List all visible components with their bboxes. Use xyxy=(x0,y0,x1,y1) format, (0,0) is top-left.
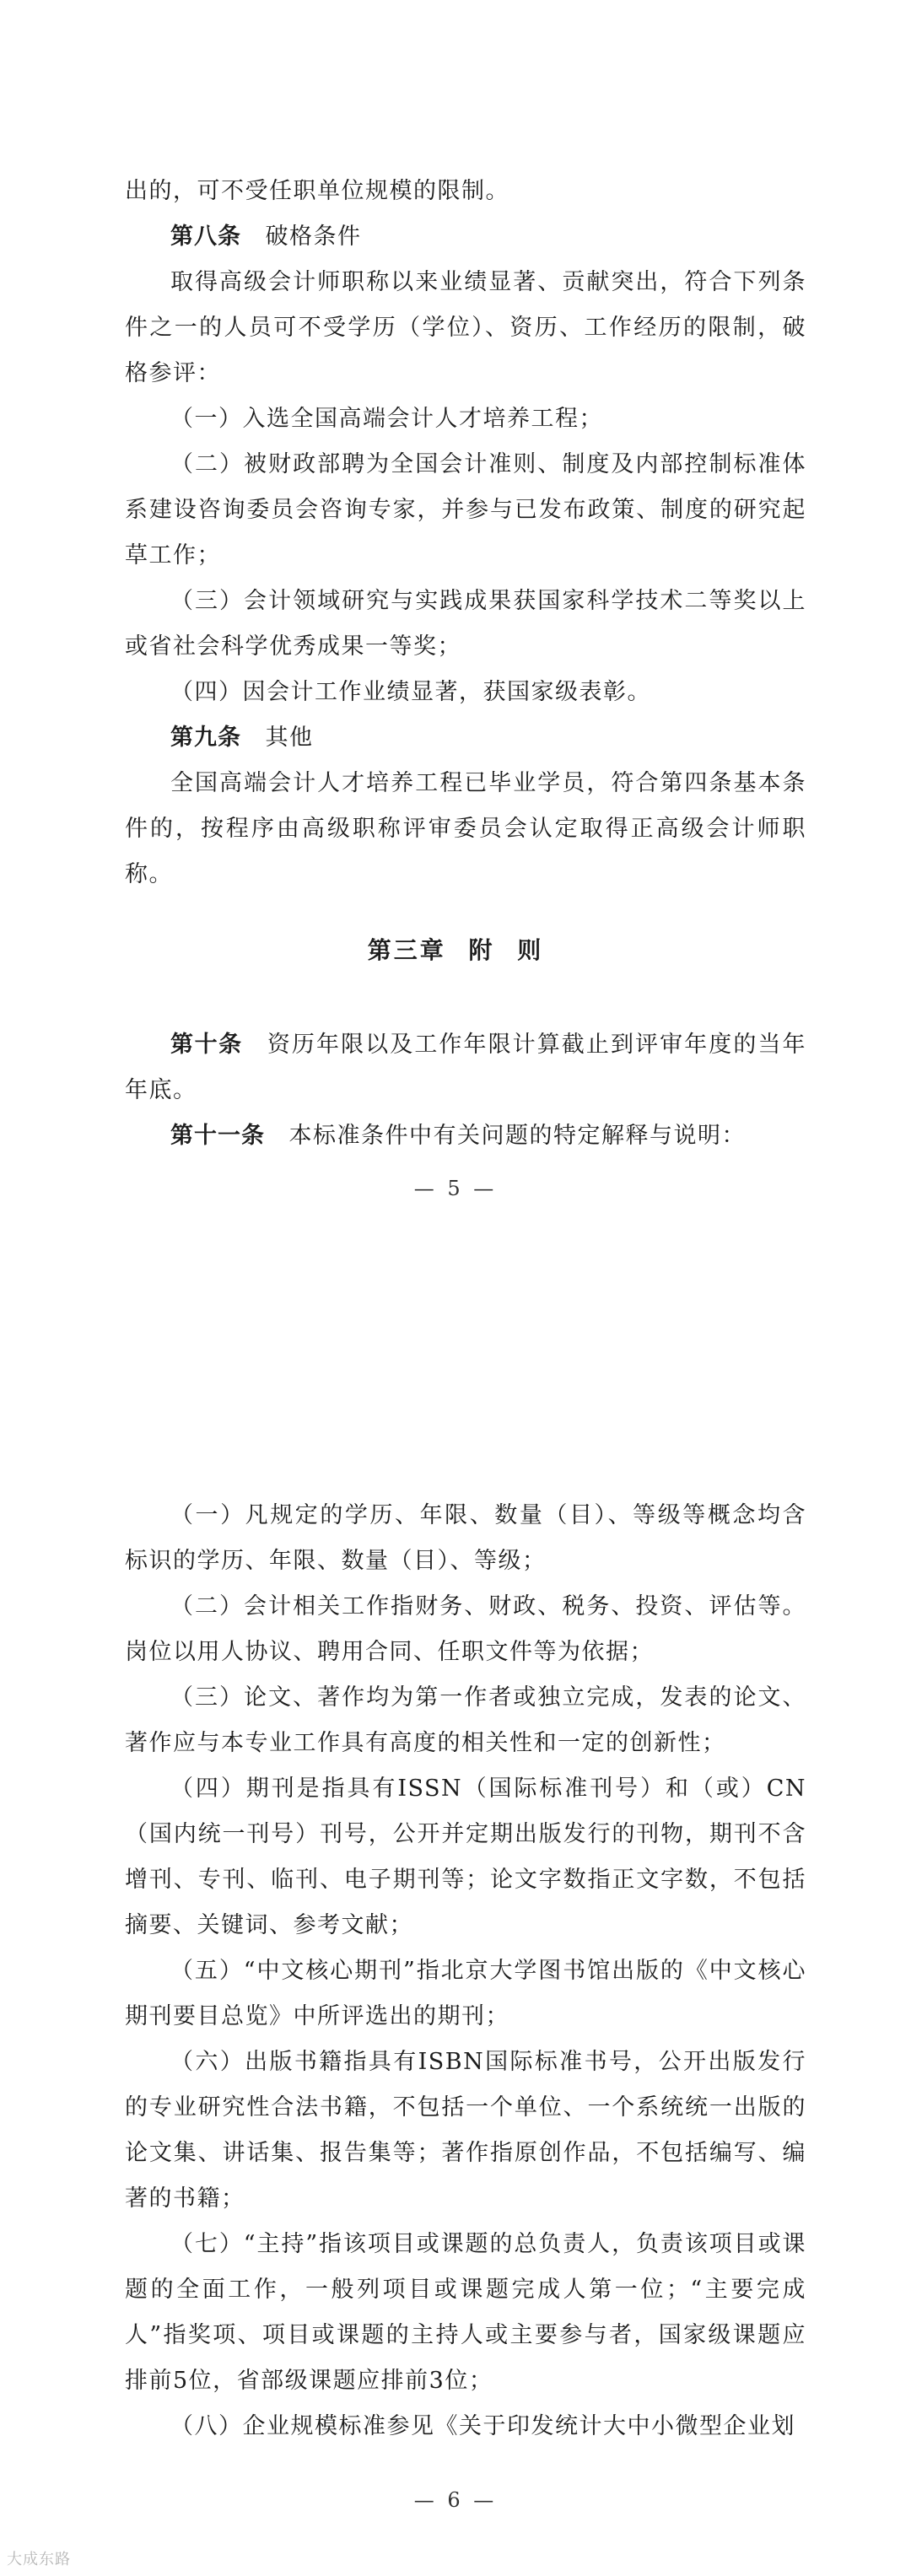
definition-item-6: （六）出版书籍指具有ISBN国际标准书号，公开出版发行的专业研究性合法书籍，不包括一个单位、一个系统统一出版的论文集、讲话集、报告集等；著作指原创作品，不包括编写、编著的书籍； xyxy=(125,2049,806,2212)
chapter-3-title: 第三章 附 则 xyxy=(367,936,544,964)
document-page-5 xyxy=(0,0,911,1274)
article-11-body: 本标准条件中有关问题的特定解释与说明： xyxy=(288,1123,746,1149)
article-10-body: 资历年限以及工作年限计算截止到评审年度的当年年底。 xyxy=(125,1032,807,1103)
page-number-6: — 6 — xyxy=(413,2488,498,2512)
article-11 xyxy=(125,1113,806,1159)
watermark-text: 大成东路 xyxy=(7,2551,71,2568)
definition-item-4: （四）期刊是指具有ISSN（国际标准刊号）和（或）CN（国内统一刊号）刊号，公开并定期出版发行的刊物，期刊不含增刊、专刊、临刊、电子期刊等；论文字数指正文字数，不包括摘要、关键词、参考文献； xyxy=(125,1776,806,1938)
definition-item-3: （三）论文、著作均为第一作者或独立完成，发表的论文、著作应与本专业工作具有高度的相关性和一定的创新性； xyxy=(125,1684,806,1756)
article-8-title: 破格条件 xyxy=(265,224,362,250)
definition-item-5: （五）“中文核心期刊”指北京大学图书馆出版的《中文核心期刊要目总览》中所评选出的期刊； xyxy=(125,1958,806,2029)
article-8-heading: 第八条 xyxy=(170,224,241,250)
article-8-item-4: （四）因会计工作业绩显著，获国家级表彰。 xyxy=(170,679,651,705)
article-9-body: 全国高端会计人才培养工程已毕业学员，符合第四条基本条件的，按程序由高级职称评审委员会认定取得正高级会计师职称。 xyxy=(125,770,806,887)
definition-item-8: （八）企业规模标准参见《关于印发统计大中小微型企业划 xyxy=(170,2413,795,2439)
article-8-item-3: （三）会计领域研究与实践成果获国家科学技术二等奖以上或省社会科学优秀成果一等奖； xyxy=(125,588,806,660)
article-8-item-1: （一）入选全国高端会计人才培养工程； xyxy=(170,406,603,432)
article-11-heading: 第十一条 xyxy=(170,1123,265,1149)
page-number-5: — 5 — xyxy=(413,1177,498,1200)
definition-item-1: （一）凡规定的学历、年限、数量（目）、等级等概念均含标识的学历、年限、数量（目）、等级； xyxy=(125,1502,806,1574)
continuation-line: 出的，可不受任职单位规模的限制。 xyxy=(125,178,509,204)
article-8-item-2: （二）被财政部聘为全国会计准则、制度及内部控制标准体系建设咨询委员会咨询专家，并参与已发布政策、制度的研究起草工作； xyxy=(125,451,806,569)
definition-item-2: （二）会计相关工作指财务、财政、税务、投资、评估等。岗位以用人协议、聘用合同、任职文件等为依据； xyxy=(125,1593,806,1665)
article-9-heading: 第九条 xyxy=(170,725,241,751)
definition-item-7: （七）“主持”指该项目或课题的总负责人，负责该项目或课题的全面工作，一般列项目或课题完成人第一位；“主要完成人”指奖项、项目或课题的主持人或主要参与者，国家级课题应排前5位，省部级课题应排前3位； xyxy=(125,2231,806,2394)
article-9-header xyxy=(125,715,806,761)
article-10-heading: 第十条 xyxy=(170,1032,243,1058)
article-10 xyxy=(125,1022,806,1113)
article-8-header xyxy=(125,214,806,260)
article-9-title: 其他 xyxy=(265,725,314,751)
document-page-6 xyxy=(0,1274,911,2576)
article-8-intro: 取得高级会计师职称以来业绩显著、贡献突出，符合下列条件之一的人员可不受学历（学位）、资历、工作经历的限制，破格参评： xyxy=(125,269,806,386)
